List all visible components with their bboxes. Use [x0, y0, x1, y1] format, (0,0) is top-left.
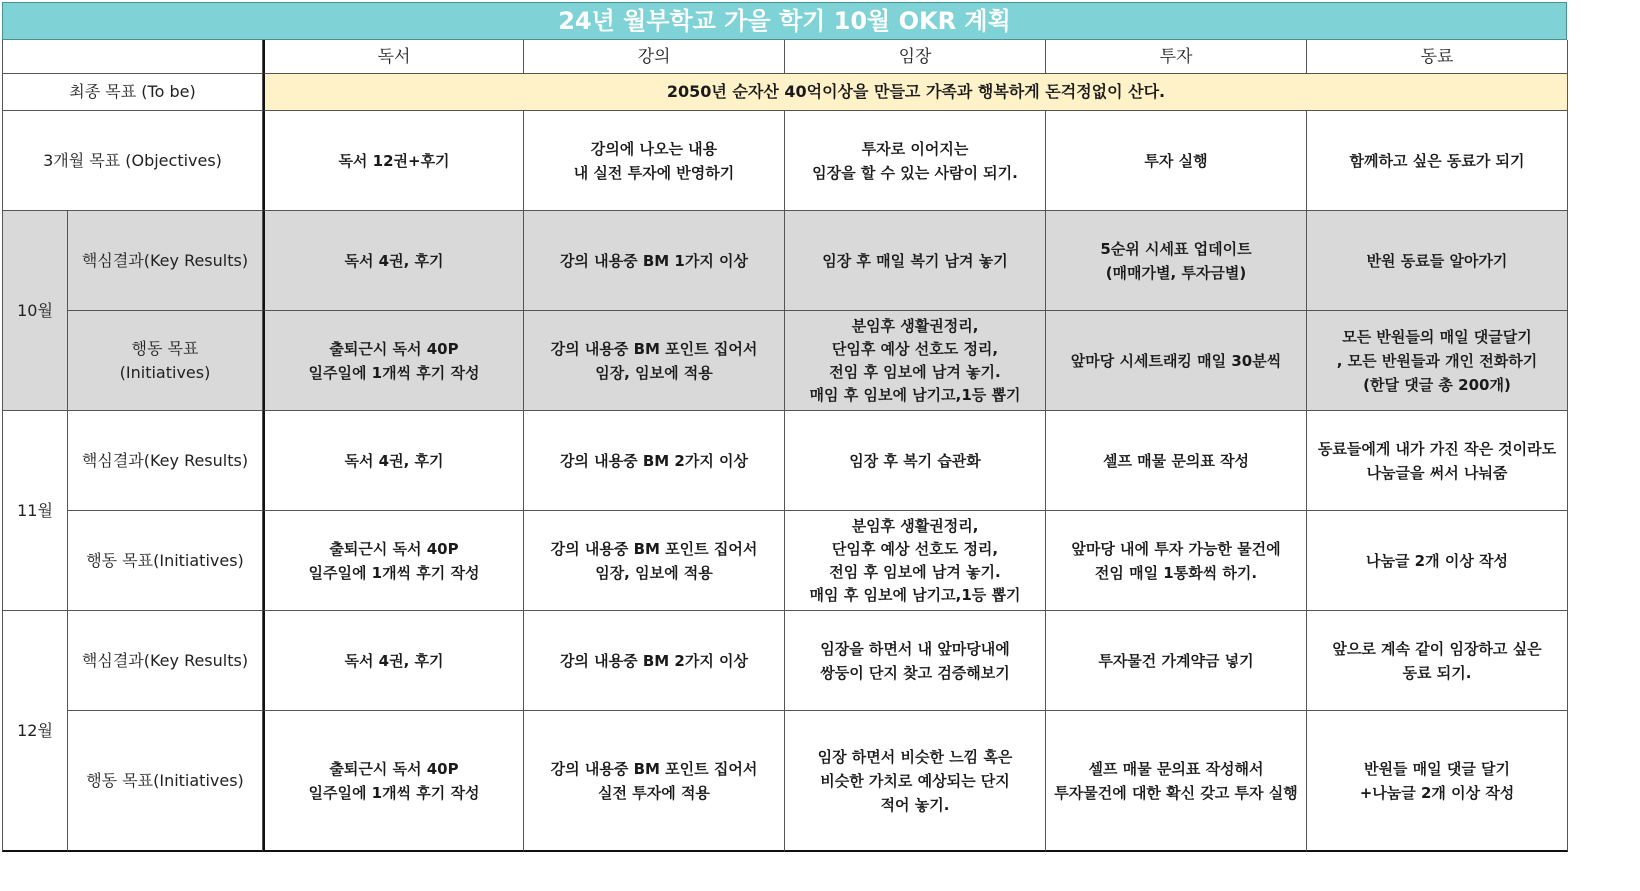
initiative-cell: 나눔글 2개 이상 작성: [1307, 511, 1568, 611]
initiative-cell: 분임후 생활권정리, 단임후 예상 선호도 정리, 전임 후 임보에 남겨 놓기. 매임 후 임보에 남기고,1등 뽑기: [785, 311, 1046, 411]
objective-cell: 투자 실행: [1046, 111, 1307, 211]
initiative-cell: 반원들 매일 댓글 달기 +나눔글 2개 이상 작성: [1307, 711, 1568, 852]
key-result-cell: 임장 후 복기 습관화: [785, 411, 1046, 511]
key-results-label: 핵심결과(Key Results): [68, 411, 263, 511]
initiative-cell: 강의 내용중 BM 포인트 집어서 임장, 임보에 적용: [524, 511, 785, 611]
key-result-cell: 독서 4권, 후기: [263, 411, 524, 511]
initiative-cell: 앞마당 내에 투자 가능한 물건에 전임 매일 1통화씩 하기.: [1046, 511, 1307, 611]
initiative-cell: 셀프 매물 문의표 작성해서 투자물건에 대한 확신 갖고 투자 실행: [1046, 711, 1307, 852]
sheet-title: 24년 월부학교 가을 학기 10월 OKR 계획: [2, 2, 1567, 40]
objective-cell: 함께하고 싶은 동료가 되기: [1307, 111, 1568, 211]
month-label-december: 12월: [2, 611, 68, 852]
key-result-cell: 강의 내용중 BM 2가지 이상: [524, 411, 785, 511]
objective-cell: 투자로 이어지는 임장을 할 수 있는 사람이 되기.: [785, 111, 1046, 211]
key-result-cell: 독서 4권, 후기: [263, 211, 524, 311]
key-result-cell: 투자물건 가계약금 넣기: [1046, 611, 1307, 711]
objectives-label: 3개월 목표 (Objectives): [2, 111, 263, 211]
initiative-cell: 임장 하면서 비슷한 느낌 혹은 비슷한 가치로 예상되는 단지 적어 놓기.: [785, 711, 1046, 852]
key-result-cell: 동료들에게 내가 가진 작은 것이라도 나눔글을 써서 나눠줌: [1307, 411, 1568, 511]
key-result-cell: 5순위 시세표 업데이트 (매매가별, 투자금별): [1046, 211, 1307, 311]
initiative-cell: 출퇴근시 독서 40P 일주일에 1개씩 후기 작성: [263, 311, 524, 411]
initiatives-label: 행동 목표(Initiatives): [68, 711, 263, 852]
initiative-cell: 모든 반원들의 매일 댓글달기 , 모든 반원들과 개인 전화하기 (한달 댓글 총 200개): [1307, 311, 1568, 411]
initiative-cell: 분임후 생활권정리, 단임후 예상 선호도 정리, 전임 후 임보에 남겨 놓기. 매임 후 임보에 남기고,1등 뽑기: [785, 511, 1046, 611]
key-results-label: 핵심결과(Key Results): [68, 611, 263, 711]
final-goal-label: 최종 목표 (To be): [2, 74, 263, 111]
column-header-field-visit: 임장: [785, 40, 1046, 74]
month-label-october: 10월: [2, 211, 68, 411]
initiatives-label: 행동 목표 (Initiatives): [68, 311, 263, 411]
final-goal-text: 2050년 순자산 40억이상을 만들고 가족과 행복하게 돈걱정없이 산다.: [263, 74, 1568, 111]
column-header-investment: 투자: [1046, 40, 1307, 74]
initiatives-label: 행동 목표(Initiatives): [68, 511, 263, 611]
key-result-cell: 반원 동료들 알아가기: [1307, 211, 1568, 311]
key-result-cell: 독서 4권, 후기: [263, 611, 524, 711]
key-result-cell: 임장 후 매일 복기 남겨 놓기: [785, 211, 1046, 311]
objective-cell: 독서 12권+후기: [263, 111, 524, 211]
initiative-cell: 앞마당 시세트래킹 매일 30분씩: [1046, 311, 1307, 411]
key-results-label: 핵심결과(Key Results): [68, 211, 263, 311]
column-header-reading: 독서: [263, 40, 524, 74]
month-label-november: 11월: [2, 411, 68, 611]
header-corner: [2, 40, 263, 74]
objective-cell: 강의에 나오는 내용 내 실전 투자에 반영하기: [524, 111, 785, 211]
key-result-cell: 강의 내용중 BM 1가지 이상: [524, 211, 785, 311]
column-header-colleagues: 동료: [1307, 40, 1568, 74]
initiative-cell: 출퇴근시 독서 40P 일주일에 1개씩 후기 작성: [263, 511, 524, 611]
initiative-cell: 강의 내용중 BM 포인트 집어서 임장, 임보에 적용: [524, 311, 785, 411]
key-result-cell: 앞으로 계속 같이 임장하고 싶은 동료 되기.: [1307, 611, 1568, 711]
key-result-cell: 셀프 매물 문의표 작성: [1046, 411, 1307, 511]
column-header-lecture: 강의: [524, 40, 785, 74]
initiative-cell: 강의 내용중 BM 포인트 집어서 실전 투자에 적용: [524, 711, 785, 852]
key-result-cell: 강의 내용중 BM 2가지 이상: [524, 611, 785, 711]
initiative-cell: 출퇴근시 독서 40P 일주일에 1개씩 후기 작성: [263, 711, 524, 852]
key-result-cell: 임장을 하면서 내 앞마당내에 쌍둥이 단지 찾고 검증해보기: [785, 611, 1046, 711]
